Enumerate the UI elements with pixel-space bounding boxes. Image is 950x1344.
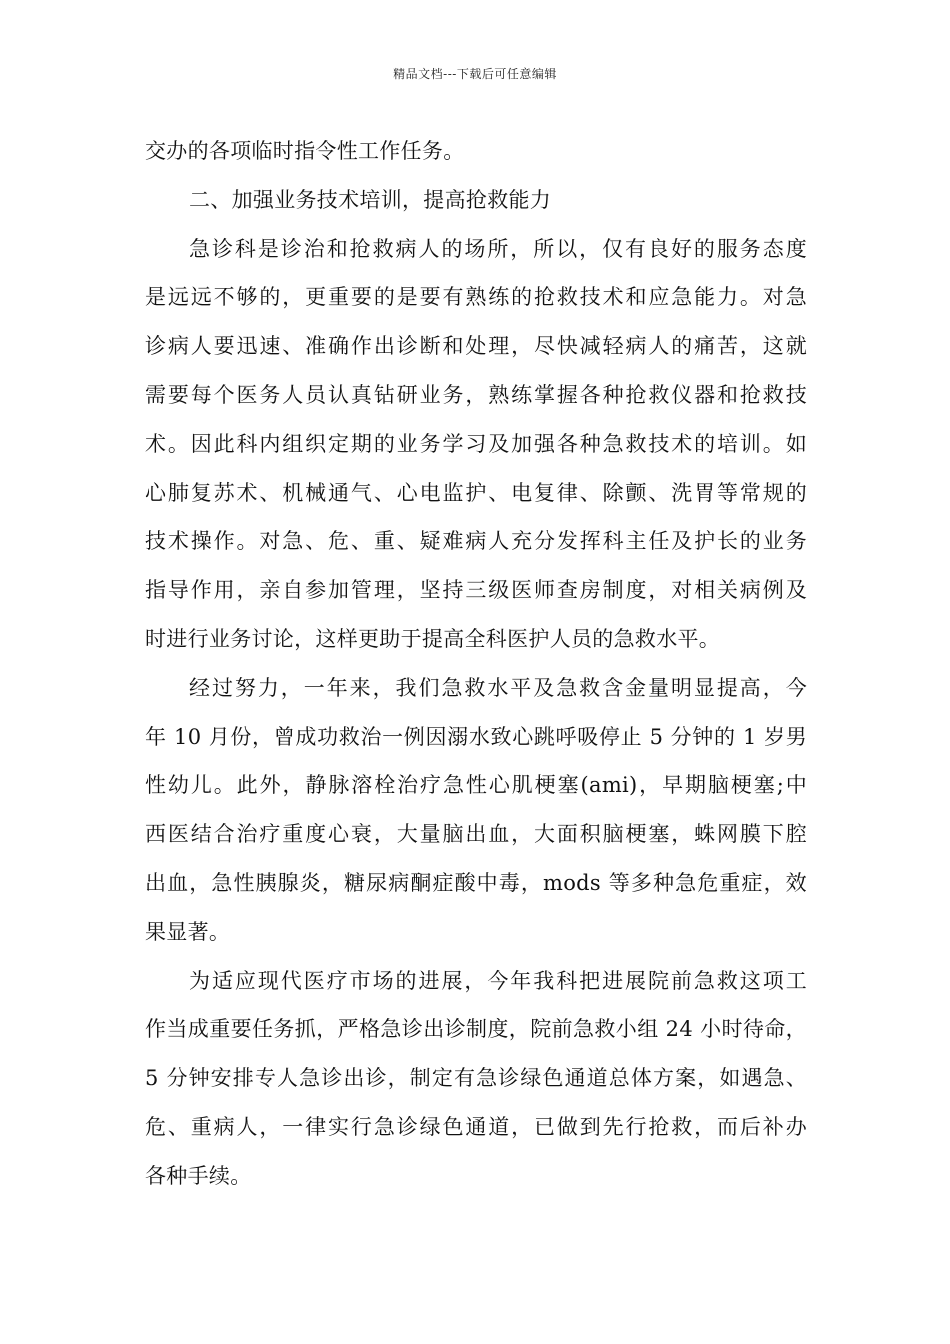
- section-heading: 二、加强业务技术培训，提高抢救能力: [189, 187, 552, 212]
- paragraph-line: 需要每个医务人员认真钻研业务，熟练掌握各种抢救仪器和抢救技: [145, 382, 807, 407]
- paragraph-line: 指导作用，亲自参加管理，坚持三级医师查房制度，对相关病例及: [145, 578, 807, 603]
- paragraph-line: 5 分钟安排专人急诊出诊，制定有急诊绿色通道总体方案，如遇急、: [145, 1066, 807, 1091]
- document-body: [145, 127, 807, 1201]
- paragraph-line: 各种手续。: [145, 1163, 252, 1188]
- paragraph-line: 技术操作。对急、危、重、疑难病人充分发挥科主任及护长的业务: [145, 529, 807, 554]
- paragraph-line: 交办的各项临时指令性工作任务。: [145, 139, 465, 163]
- paragraph-line: 西医结合治疗重度心衰，大量脑出血，大面积脑梗塞，蛛网膜下腔: [145, 822, 807, 847]
- paragraph-line: 是远远不够的，更重要的是要有熟练的抢救技术和应急能力。对急: [145, 285, 807, 310]
- paragraph-line: 术。因此科内组织定期的业务学习及加强各种急救技术的培训。如: [145, 431, 807, 456]
- paragraph-line: 出血，急性胰腺炎，糖尿病酮症酸中毒，mods 等多种急危重症，效: [145, 870, 807, 895]
- paragraph-line: 为适应现代医疗市场的进展，今年我科把进展院前急救这项工: [189, 968, 807, 993]
- page-header: 精品文档---下载后可任意编辑: [393, 67, 557, 81]
- paragraph-line: 果显著。: [145, 919, 231, 944]
- paragraph-line: 性幼儿。此外，静脉溶栓治疗急性心肌梗塞(ami)，早期脑梗塞;中: [145, 773, 807, 798]
- paragraph-line: 经过努力，一年来，我们急救水平及急救含金量明显提高，今: [189, 675, 807, 700]
- paragraph-line: 作当成重要任务抓，严格急诊出诊制度，院前急救小组 24 小时待命，: [145, 1017, 807, 1042]
- paragraph-line: 急诊科是诊治和抢救病人的场所，所以，仅有良好的服务态度: [189, 236, 807, 261]
- paragraph-line: 心肺复苏术、机械通气、心电监护、电复律、除颤、洗胃等常规的: [145, 480, 807, 505]
- paragraph-line: 危、重病人，一律实行急诊绿色通道，已做到先行抢救，而后补办: [145, 1114, 807, 1139]
- paragraph-line: 时进行业务讨论，这样更助于提高全科医护人员的急救水平。: [145, 626, 721, 651]
- paragraph-line: 年 10 月份，曾成功救治一例因溺水致心跳呼吸停止 5 分钟的 1 岁男: [145, 724, 807, 749]
- paragraph-line: 诊病人要迅速、准确作出诊断和处理，尽快减轻病人的痛苦，这就: [145, 334, 807, 359]
